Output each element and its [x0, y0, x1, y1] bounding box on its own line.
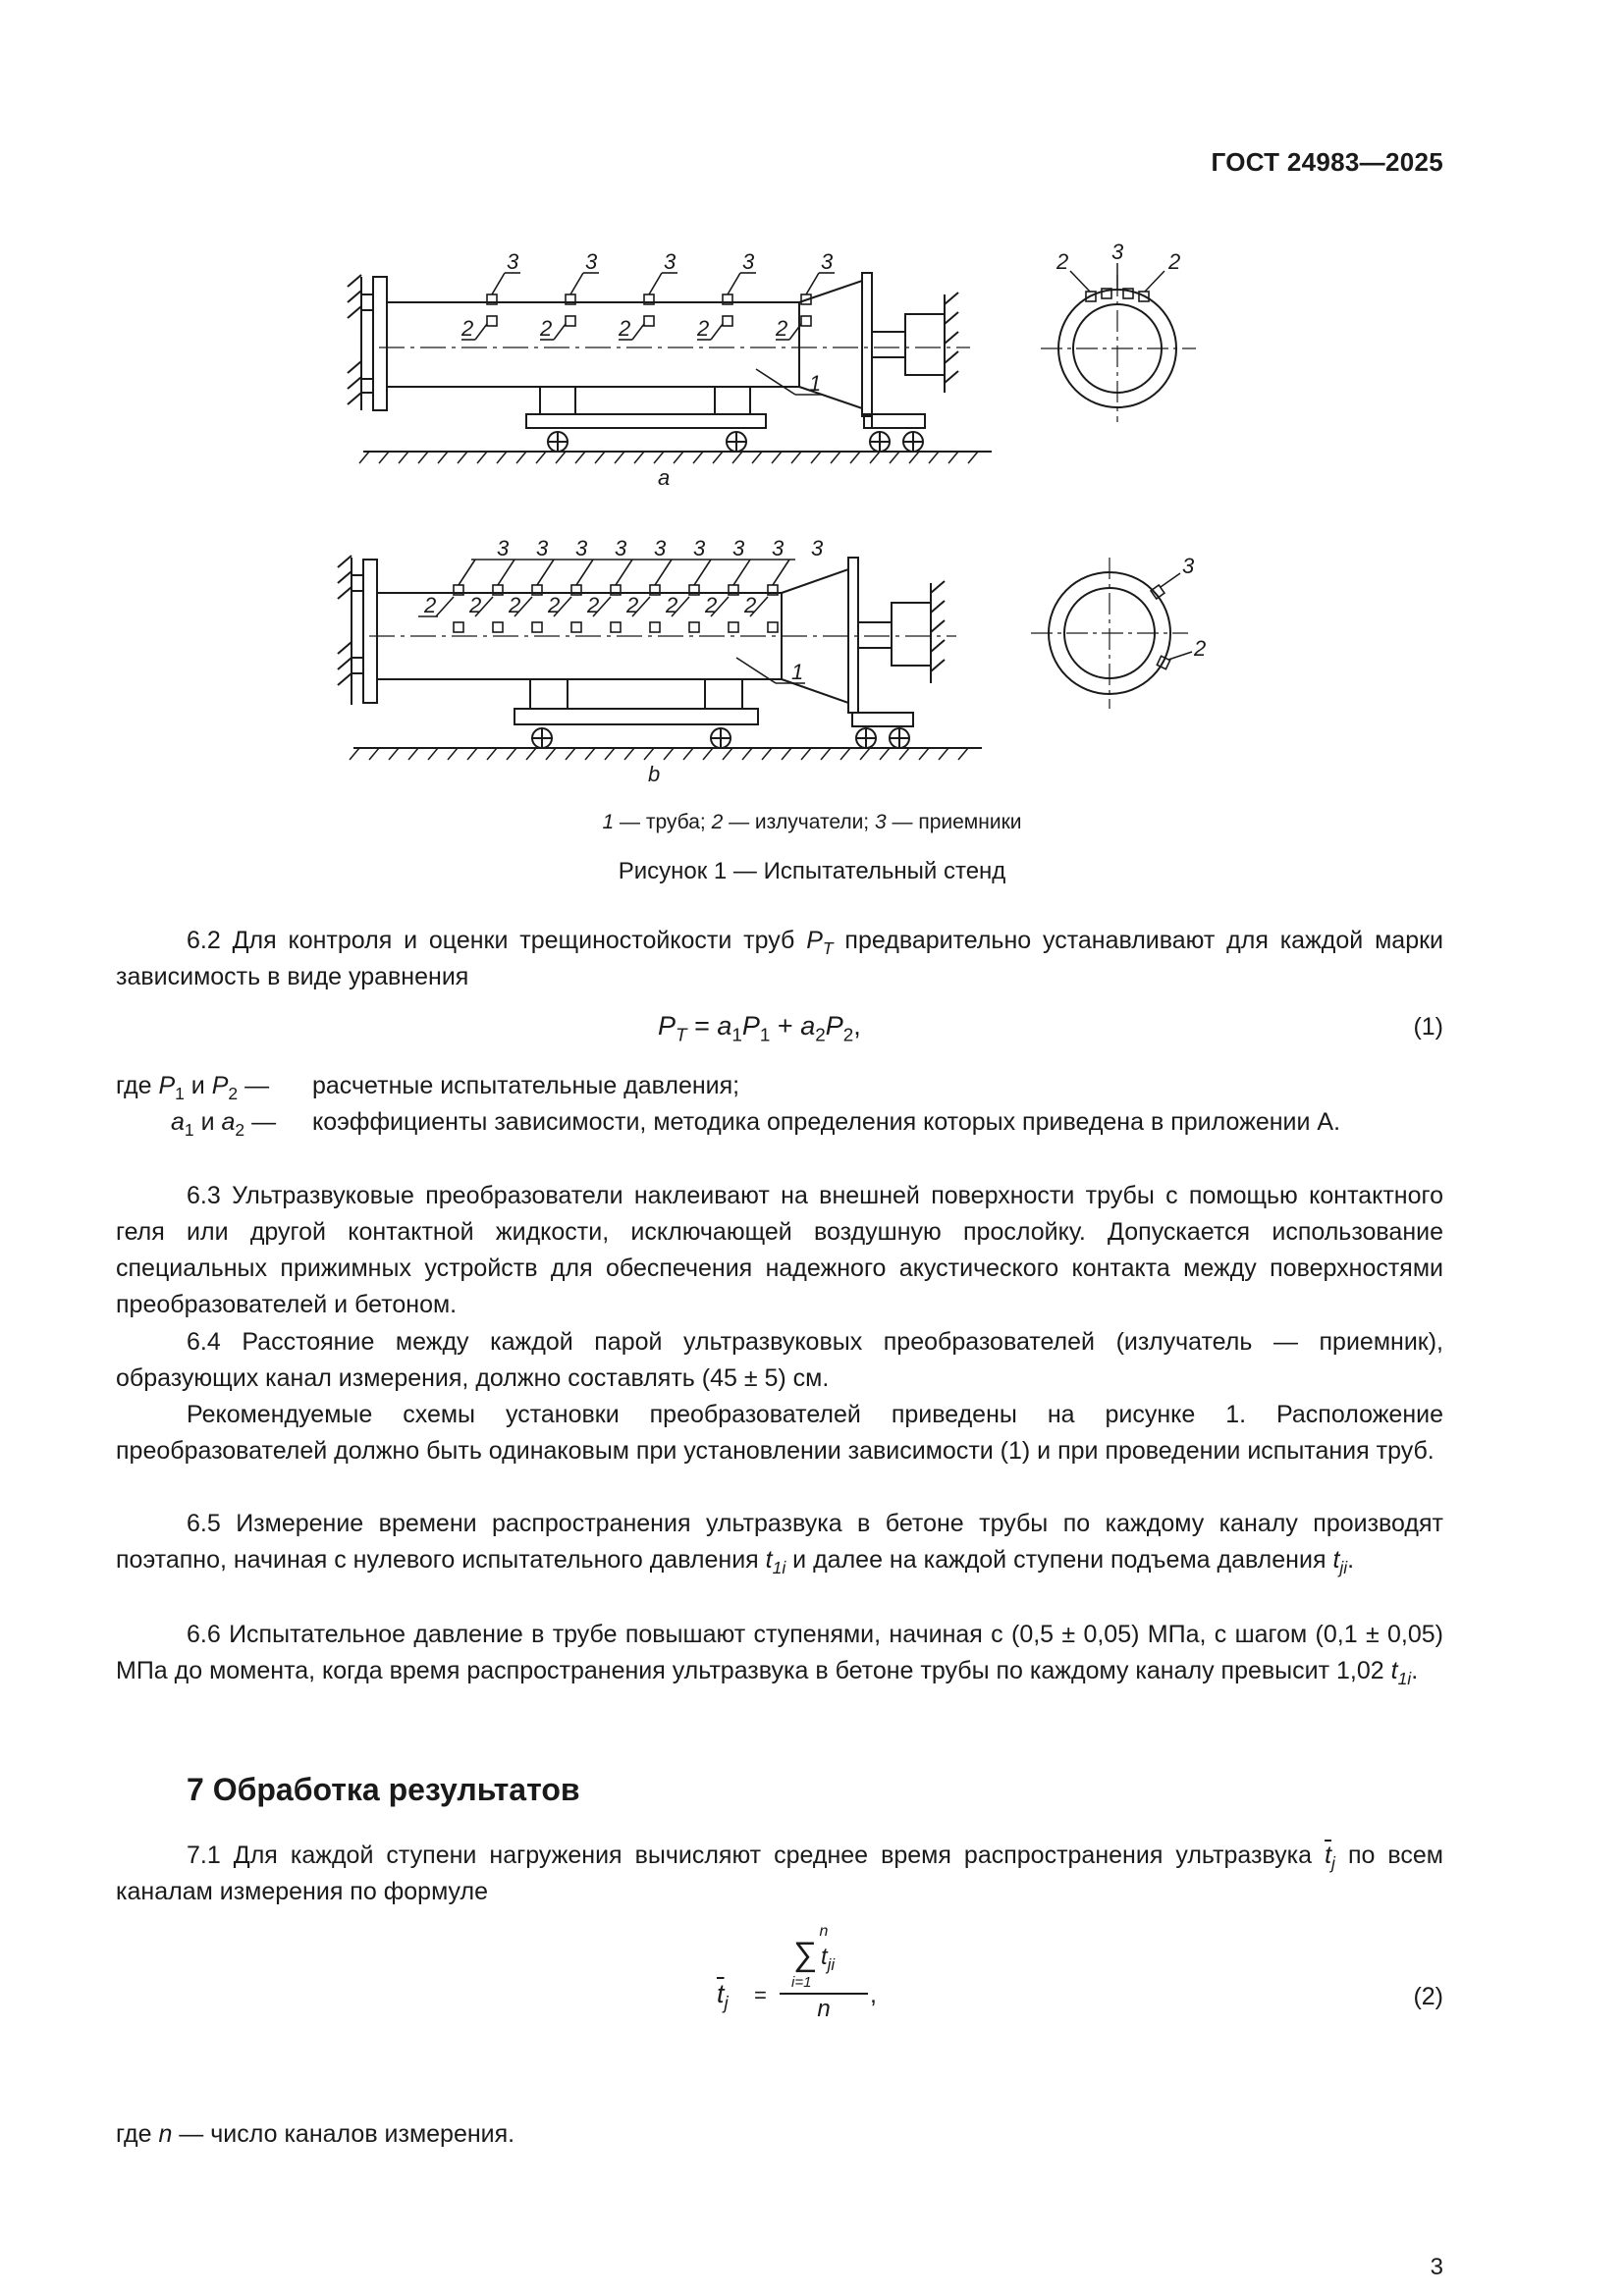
callout-emitter: 2 — [666, 593, 678, 617]
callout-receiver: 3 — [742, 249, 755, 274]
where-block-1: где $P_1$ и $P_2$ — расчетные испытательные давления; $a_1$ и $a_2$ — коэффициенты зависимости, методика определения которых приведена в приложении А. — [116, 1072, 1341, 1141]
figure-legend: 1 — труба; 2 — излучатели; 3 — приемники — [602, 811, 1022, 833]
callout-pipe: 1 — [809, 371, 822, 396]
paragraph-6-4-continued: Рекомендуемые схемы установки преобразователей приведены на рисунке 1. Расположение преобразователей должно быть одинаковым при установлении зависимости (1) и при проведении испытания труб. — [116, 1401, 1443, 1465]
callout-emitter: 2 — [461, 316, 474, 341]
callout-emitter: 2 — [469, 593, 482, 617]
callout-receiver: 3 — [772, 536, 785, 561]
test-stand-figure — [334, 236, 1237, 785]
callout-receiver: 3 — [732, 536, 745, 561]
paragraph-6-4: 6.4 Расстояние между каждой парой ультразвуковых преобразователей (излучатель — приемник), образующих канал измерения, должно составлять (45 ± 5) см. — [116, 1328, 1443, 1392]
where-block-2: где n — число каналов измерения. — [116, 2120, 515, 2148]
callout-pipe: 1 — [791, 660, 804, 684]
callout-emitter: 2 — [1056, 249, 1069, 274]
document-number: ГОСТ 24983—2025 — [1211, 147, 1443, 177]
paragraph-6-5: 6.5 Измерение времени распространения ультразвука в бетоне трубы по каждому каналу производят поэтапно, начиная с нулевого испытательного давления $t_{1i}$ и далее на каждой ступени подъема давления $t_{ji}$. — [116, 1510, 1443, 1578]
callout-emitter: 2 — [548, 593, 561, 617]
callout-receiver: 3 — [664, 249, 677, 274]
callout-receiver: 3 — [821, 249, 834, 274]
callout-emitter: 2 — [705, 593, 718, 617]
callout-emitter: 2 — [626, 593, 639, 617]
callout-receiver: 3 — [1182, 554, 1195, 578]
callout-emitter: 2 — [744, 593, 757, 617]
callout-receiver: 3 — [693, 536, 706, 561]
callout-emitter: 2 — [1194, 636, 1207, 661]
paragraph-6-2: 6.2 Для контроля и оценки трещиностойкости труб $P_T$ предварительно устанавливают для каждой марки зависимость в виде уравнения — [116, 927, 1443, 990]
page-number: 3 — [1430, 2254, 1443, 2280]
panel-a-label: a — [658, 465, 671, 490]
paragraph-6-6: 6.6 Испытательное давление в трубе повышают ступенями, начиная с (0,5 ± 0,05) МПа, с шагом (0,1 ± 0,05) МПа до момента, когда время распространения ультразвука в бетоне трубы по каждому каналу превысит 1,02 $t_{1i}$. — [116, 1621, 1443, 1689]
equation-1-number: (1) — [1413, 1013, 1443, 1041]
callout-emitter: 2 — [619, 316, 631, 341]
callout-emitter: 2 — [540, 316, 553, 341]
figure-title: Рисунок 1 — Испытательный стенд — [618, 858, 1006, 884]
equation-1: $P_T = a_1P_1 + a_2P_2$, — [658, 1011, 861, 1046]
callout-receiver: 3 — [811, 536, 824, 561]
callout-receiver: 3 — [536, 536, 549, 561]
callout-emitter: 2 — [697, 316, 710, 341]
panel-b-label: b — [648, 762, 661, 785]
callout-receiver: 3 — [585, 249, 598, 274]
callout-emitter: 2 — [776, 316, 788, 341]
callout-emitter: 2 — [587, 593, 600, 617]
callout-receiver: 3 — [497, 536, 510, 561]
callout-emitter: 2 — [509, 593, 521, 617]
callout-receiver: 3 — [1111, 240, 1124, 264]
paragraph-7-1: 7.1 Для каждой ступени нагружения вычисляют среднее время распространения ультразвука $\overline{t}_j$ по всем каналам измерения по формуле — [116, 1842, 1443, 1905]
callout-receiver: 3 — [654, 536, 667, 561]
equation-2: $\overline{t}_j$ = n ∑ $t_{ji}$ i=1 n , — [717, 1923, 877, 2022]
callout-receiver: 3 — [575, 536, 588, 561]
callout-receiver: 3 — [615, 536, 627, 561]
callout-receiver: 3 — [507, 249, 519, 274]
panel-a-drawing — [348, 273, 992, 452]
section-heading-7: 7 Обработка результатов — [187, 1772, 580, 1807]
equation-2-number: (2) — [1413, 1983, 1443, 2010]
paragraph-6-3: 6.3 Ультразвуковые преобразователи наклеивают на внешней поверхности трубы с помощью контактного геля или другой контактной жидкости, исключающей воздушную прослойку. Допускается использование специальных прижимных устройств для обеспечения надежного акустического контакта между поверхностями преобразователей и бетоном. — [116, 1182, 1443, 1318]
callout-emitter: 2 — [1168, 249, 1181, 274]
callout-emitter: 2 — [424, 593, 437, 617]
